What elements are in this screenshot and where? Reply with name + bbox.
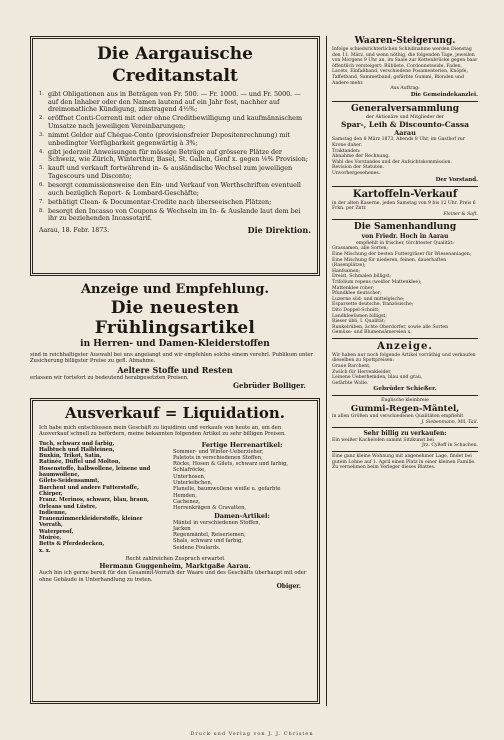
ausverkauf-right-item: Herrenkrägen & Cravatten, (173, 505, 247, 512)
aarg-item-text: besorgt den Incasso von Coupons & Wechseln im In- & Auslande laut dem bei ihr zu beziehenden Incassotarif. (48, 206, 301, 223)
ausverkauf-tail: Recht zahlreichen Zuspruch erwartet (125, 555, 225, 562)
ausverkauf-left-item: Barchent und andere Futterstoffe, (39, 484, 139, 491)
ausverkauf-right-item: Flanelle, baumwollene weiße u. gefarbte (173, 486, 281, 493)
aarg-item (39, 115, 311, 130)
page-footer: Druck und Verlag von J. J. Christen (190, 731, 314, 737)
gv-items (332, 154, 478, 176)
gummi-body: in allen Größen und verschiedenen Qualitäten empfiehlt (332, 414, 464, 420)
anzeige-title: Anzeige. (377, 340, 433, 352)
gv-sign: Der Vorstand. (435, 176, 478, 183)
ausverkauf-right-item: Unterhosen, (173, 473, 206, 480)
gv-item: Abnahme der Rechnung. (332, 154, 390, 160)
ausverkauf-obiger: Obiger. (276, 582, 301, 590)
samen-line: Landkleefamen billigst; (332, 313, 387, 319)
gv-item: Unvorhergesehenes. (332, 170, 381, 176)
aarg-item (39, 199, 311, 207)
gv-place: Aarau (394, 129, 416, 138)
samen-who: von Friedr. Hoch in Aarau (361, 233, 449, 241)
aarg-item-text: kauft und verkauft fortwährend in- & ausländische Wechsel zum jeweiligen Tagescours und Disconto; (48, 164, 293, 180)
ausverkauf-right2-item: Mäntel in verschiedenen Stoffen, (173, 519, 261, 526)
ausverkauf-sign: Hermann Guggenheim, Marktgaße Aarau. (99, 562, 251, 571)
ausverkauf-left-item: Waterproof, (39, 528, 74, 535)
bolliger-sign: Gebrüder Bolliger. (233, 380, 306, 390)
bolliger-title: Die neuesten Frühlingsartikel (94, 298, 256, 338)
ausverkauf-left-item: Betts & Pferdedecken, (39, 541, 105, 548)
aarg-item-text: gibt jederzeit Anweisungen für mässige Beträge auf grössere Plätze der Schweiz, wie Zürich, Winterthur, Basel, St. Gallen, Genf x. gegen ⅛% Provision; (48, 147, 308, 164)
bolliger-ad (30, 282, 320, 390)
aarg-item-number: 8. (39, 207, 44, 214)
anzeige-sign: Gebrüder Schießer. (373, 386, 437, 393)
kart-title: Kartoffeln-Verkauf (352, 188, 458, 200)
bolliger-subtitle: in Herren- und Damen-Kleiderstoffen (80, 339, 270, 349)
gv-sub: der Aktionäre und Mitglieder der (366, 114, 444, 120)
right-column (332, 36, 478, 471)
anzeige-body: Wir haben nur noch folgende Artikel vorräthig und verkaufen dieselben zu Spottpreisen: (332, 352, 476, 364)
column-divider (326, 36, 327, 706)
kart-sign: Fleiner & Saft. (443, 211, 478, 217)
anzeige-l3: Leinene Ueberhemden, blau und grau, (332, 375, 423, 381)
ausverkauf-right-item: Cachenez, (173, 498, 201, 505)
ausverkauf-left-item: Moirée, (39, 535, 62, 542)
ausverkauf-ad (30, 398, 320, 704)
aarg-title: Die Aargauische Creditanstalt (97, 44, 253, 86)
steigerung-body: Infolge schiedsrichterlichen Schlußnahme werden Dienstag den 11. März, und wenn nöthig, die folgenden Tage, jeweilen von Morgens 9 Uhr an, im Saale zur Kettenbrücke gegen baar öffentlich versteigert: Rübliete, Cordonnetseide, Faden, Lacets, Einfaßband, verschiedene Posamenterien, Knöpfe, Taffetband, Sammetband, gefärbte Gummi, Blonden und Andere mehr. (332, 47, 478, 86)
aarg-item-number: 6. (39, 182, 44, 189)
ausverkauf-right2-item: Jacken (173, 525, 191, 532)
anzeige-l2: Zwilch für Herrenkleider, (332, 369, 392, 375)
samen-line: Dreist, Schmalen billigst; (332, 274, 392, 280)
aarg-item-number: 5. (39, 165, 44, 172)
aarg-item-number: 1. (39, 91, 44, 97)
ausverkauf-right-item: Röcke, Hosen & Gilets, schwarz und farbig, (173, 461, 289, 468)
aarg-item-number: 3. (39, 131, 44, 138)
ausverkauf-right-list2 (173, 520, 311, 551)
ausverkauf-right2-item: Seidene Foulards. (173, 544, 221, 551)
ausverkauf-right-item: Paletots in verschiedenen Stoffen, (173, 454, 263, 461)
ausverkauf-right-head: Fertige Herrenartikel: (201, 440, 283, 449)
aarg-item (39, 165, 311, 180)
steigerung-sign: Die Gemeindekanzlei. (410, 91, 478, 98)
aarg-item-text: eröffnet Conti-Correnti mit oder ohne Creditbewilligung und kaufmännischem Umsatze nach jeweiligen Vereinbarungen; (48, 114, 303, 130)
anzeige-l4: Gefärbte Wolle. (332, 380, 369, 386)
ausverkauf-note: Auch bin ich gerne bereit für den Gesammt-Vorrath der Waare und des Geschäfts überhaupt mit oder ohne Gebäude in Unterhandlung zu treten. (39, 570, 307, 583)
aarg-date: Aarau, 18. Febr. 1873. (39, 227, 110, 234)
aarg-item-text: bethätigt Clean- & Documentar-Credite nach überseeischen Plätzen; (48, 197, 272, 206)
gv-name: Spar-, Leih & Discounto-Cassa (341, 120, 469, 130)
ausverkauf-right-item: Unterleibchen, (173, 480, 213, 487)
gv-item: Revision der Statuten. (332, 165, 385, 171)
steigerung-auftrag: Aus Auftrag: (390, 86, 420, 92)
gummi-sign: J. Siebenmann, Mil.-Tail. (421, 419, 478, 425)
samen-line: Esparsette deutsche, französische; (332, 302, 414, 308)
ausverkauf-right-item: Schlafröcke, (173, 467, 206, 474)
ausverkauf-left-item: Hosenstoffe, halbwollene, leinene und baumwollene, (39, 465, 151, 479)
aarg-item-text: nimmt Gelder auf Chéque-Conto (provisionsfreier Depositenrechnung) mit unbedingter Verfügbarkeit gegenwärtig à 3%; (48, 130, 290, 147)
ausverkauf-left-item: Chirper, (39, 490, 63, 497)
samen-line: Runkelrüben, ächte Oberdorfer, sowie alle Sorten (332, 324, 449, 330)
gv-traktanden: Traktanden: (332, 148, 361, 154)
samen-line: Luzerne süd- und mittelgische; (332, 296, 405, 302)
ausverkauf-left-item: Halbtuch und Halbleinen, (39, 446, 115, 453)
ausverkauf-right-item: Hemden, (173, 492, 197, 499)
aarg-sign: Die Direktion. (247, 225, 311, 235)
ausverkauf-left-item: Gilets-Seidensammt, (39, 478, 100, 485)
aarg-item-text: besorgt commissionsweise den Ein- und Verkauf von Werthschriften eventuell auch bezüglich Report- & Lombard-Geschäfte; (48, 181, 301, 197)
ausverkauf-left-item: x. x. (39, 547, 51, 554)
samen-title: Die Samenhandlung (353, 222, 457, 233)
ausverkauf-right2-item: Regenmäntel, Reiseriemen, (173, 532, 246, 539)
ausverkauf-left-list (39, 441, 167, 554)
samen-line: Eine Mischung der besten Futtergräser für Wiesenanlagen; (332, 251, 472, 257)
last-body: Eine ganz kleine Wohnung mit angenehmer Lage, findet bei gutem Lohne auf 1. April einen Platz in einer kleinen Familie. Zu vernehmen beim Verleger dieses Blattes. (332, 453, 476, 471)
samen-line: Rieser übli, I. Qualität; (332, 319, 386, 325)
aarg-item-number: 4. (39, 148, 44, 155)
aarg-item (39, 91, 311, 114)
samen-line: Mattenklee roher; (332, 285, 375, 291)
samen-line: Gemüse- und Blumensämereien x. (332, 330, 412, 336)
kart-body: in der alten Kaserne, jeden Samstag von 9 bis 12 Uhr. Preis 6 Frkn. per Zntr. (332, 200, 476, 212)
gv-item: Wahl des Vorstandes und der Aufsichtskommission. (332, 159, 452, 165)
ausverkauf-left-item: Frauenzimmerkleiderstoffe, kleiner Vorrath, (39, 516, 143, 529)
ausverkauf-left-item: Franz. Merinos, schwarz, blau, braun, Orleans und Lüstre, (39, 497, 149, 510)
aarg-item-number: 2. (39, 115, 44, 122)
aarg-item (39, 149, 311, 164)
samen-line: Grassamen, alle Sorten; (332, 246, 389, 252)
ausverkauf-left-item: Buxkin, Trikot, Satin, (39, 453, 102, 460)
ausverkauf-right-head2: Damen-Artikel: (214, 511, 270, 520)
ausverkauf-left-item: Ratinée, Düffel und Molton, (39, 459, 121, 466)
anzeige-l1: Graue Barchent, (332, 364, 371, 370)
gummi-title: Gummi-Regen-Mäntel, (350, 404, 460, 415)
ausverkauf-left-item: Tuch, schwarz und farbig, (39, 440, 115, 447)
samen-line: Eine Mischung für niederen, feinen, dauerhaften (Rasenplätze); (332, 257, 447, 269)
steigerung-title: Waaren-Steigerung. (354, 36, 456, 46)
ausverkauf-intro: Ich habe mich entschlossen mein Geschäft zu liquidiren und verkaufe von heute an, um den Ausverkauf schnell zu befördern, meine bekannten folgenden Artikel zu sehr billigen Preisen. (39, 425, 286, 438)
ausverkauf-right-item: Sommer- und Winter-Ueberzieher, (173, 448, 264, 455)
kachel-sign: Jrz. Cyßoff in Schachen. (421, 443, 478, 449)
bolliger-body: sind in reichhaltigster Auswahl bei uns angelangt und wir empfehlen solche einem verehrl. Publikum unter Zusicherung billigster Preise zu gefl. Abnahme. (30, 352, 313, 365)
gv-title: Generalversammlung (350, 103, 460, 114)
samen-line: Dito Doppel-Schnitt; (332, 307, 380, 313)
aarg-item (39, 182, 311, 197)
samen-lines (332, 246, 478, 336)
kachel-title: Sehr billig zu verkaufen: (363, 430, 447, 438)
aarg-item (39, 208, 311, 223)
samen-line: Hanfsamen; (332, 268, 361, 274)
aarg-ad (30, 36, 320, 276)
ausverkauf-right2-item: Shals, schwarz und farbig, (173, 538, 244, 545)
samen-line: Trifolium repens (weißer Mattenklee); (332, 279, 422, 285)
ausverkauf-right-list (173, 449, 311, 512)
aarg-items (39, 91, 311, 223)
bolliger-line2: Aeltere Stoffe und Resten (117, 364, 233, 375)
kachel-body: Ein weißer Kachelofen sammt Sitzkunst bei (332, 437, 434, 443)
samen-intro: empfiehlt in frischer, törchtester Qualität: (356, 240, 454, 246)
samen-line: Pfundklee deutscher; (332, 291, 382, 297)
aarg-item-number: 7. (39, 198, 44, 205)
ausverkauf-title: Ausverkauf = Liquidation. (65, 404, 285, 422)
bolliger-line3: erlassen wir fortsfort zu bedeutend herabgesetzten Preisen. (30, 374, 189, 381)
ausverkauf-left-item: Indienne, (39, 509, 67, 516)
bolliger-heading: Anzeige und Empfehlung. (80, 282, 270, 297)
gummi-top: Englische kleinbreie (381, 398, 429, 404)
aarg-item-text: gibt Obligationen aus in Beträgen von Fr. 500. — Fr. 1000. — und Fr. 5000. — auf den Inhaber oder den Namen lautend auf ein Jahr fest, nachher auf dreimonatliche Kündigung, zinstragend 4½%; (48, 90, 301, 114)
gv-when: Samstag den 8 März 1873, Abends 8 Uhr, im Gasthof zur Krone daher. (332, 137, 466, 148)
aarg-item (39, 132, 311, 147)
